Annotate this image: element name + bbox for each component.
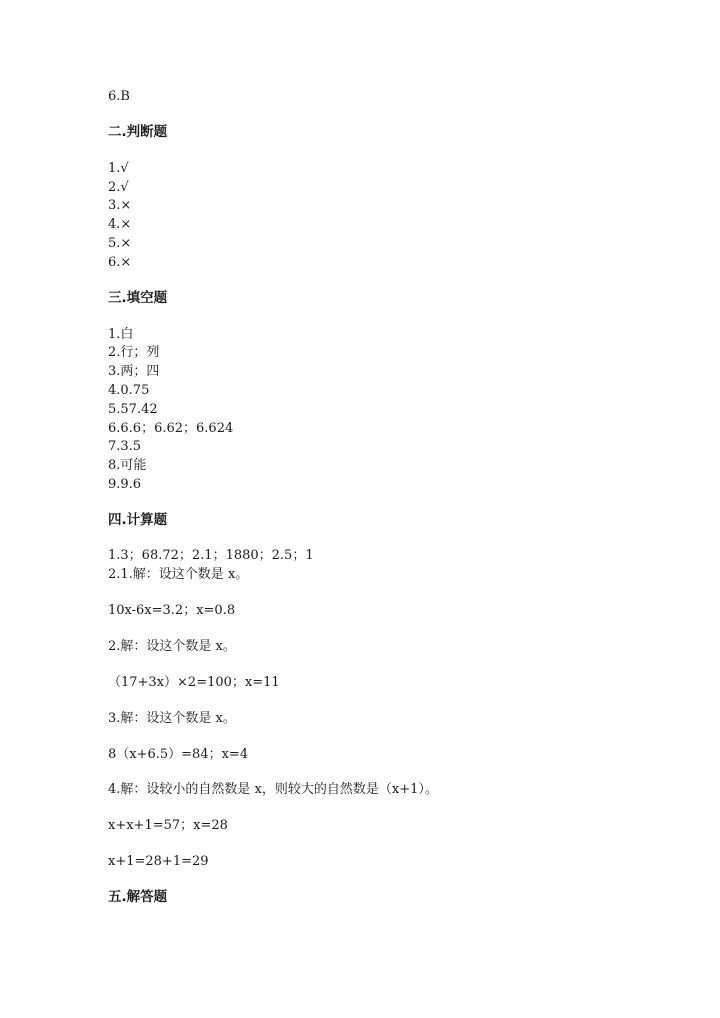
judgment-answer-5: 5.×: [108, 236, 132, 251]
calculation-line-7: 8（x+6.5）=84；x=4: [108, 747, 249, 762]
judgment-answer-6: 6.×: [108, 255, 132, 270]
answer-choice-6: 6.B: [108, 89, 130, 104]
judgment-answer-2: 2.√: [108, 180, 129, 195]
section-title-answers: 五.解答题: [108, 889, 168, 905]
fill-blank-answer-3: 3.两；四: [108, 364, 160, 379]
fill-blank-answer-5: 5.57.42: [108, 402, 158, 417]
section-title-fill-blank: 三.填空题: [108, 290, 168, 306]
judgment-answer-3: 3.×: [108, 198, 132, 213]
calculation-line-8: 4.解：设较小的自然数是 x，则较大的自然数是（x+1）。: [108, 782, 438, 797]
section-title-judgment: 二.判断题: [108, 124, 168, 140]
judgment-answer-4: 4.×: [108, 217, 132, 232]
section-title-calculation: 四.计算题: [108, 512, 168, 528]
calculation-line-3: 10x-6x=3.2；x=0.8: [108, 603, 236, 618]
fill-blank-answer-8: 8.可能: [108, 458, 147, 473]
calculation-line-2: 2.1.解：设这个数是 x。: [108, 567, 249, 582]
calculation-line-5: （17+3x）×2=100；x=11: [108, 675, 280, 690]
calculation-line-4: 2.解：设这个数是 x。: [108, 639, 236, 654]
fill-blank-answer-4: 4.0.75: [108, 383, 150, 398]
judgment-answer-1: 1.√: [108, 161, 129, 176]
fill-blank-answer-1: 1.白: [108, 327, 134, 342]
calculation-line-1: 1.3；68.72；2.1；1880；2.5；1: [108, 548, 314, 563]
fill-blank-answer-9: 9.9.6: [108, 477, 142, 492]
fill-blank-answer-2: 2.行；列: [108, 345, 160, 360]
calculation-line-9: x+x+1=57；x=28: [108, 818, 228, 833]
calculation-line-10: x+1=28+1=29: [108, 854, 209, 869]
fill-blank-answer-7: 7.3.5: [108, 439, 142, 454]
fill-blank-answer-6: 6.6.6；6.62；6.624: [108, 421, 234, 436]
calculation-line-6: 3.解：设这个数是 x。: [108, 711, 236, 726]
